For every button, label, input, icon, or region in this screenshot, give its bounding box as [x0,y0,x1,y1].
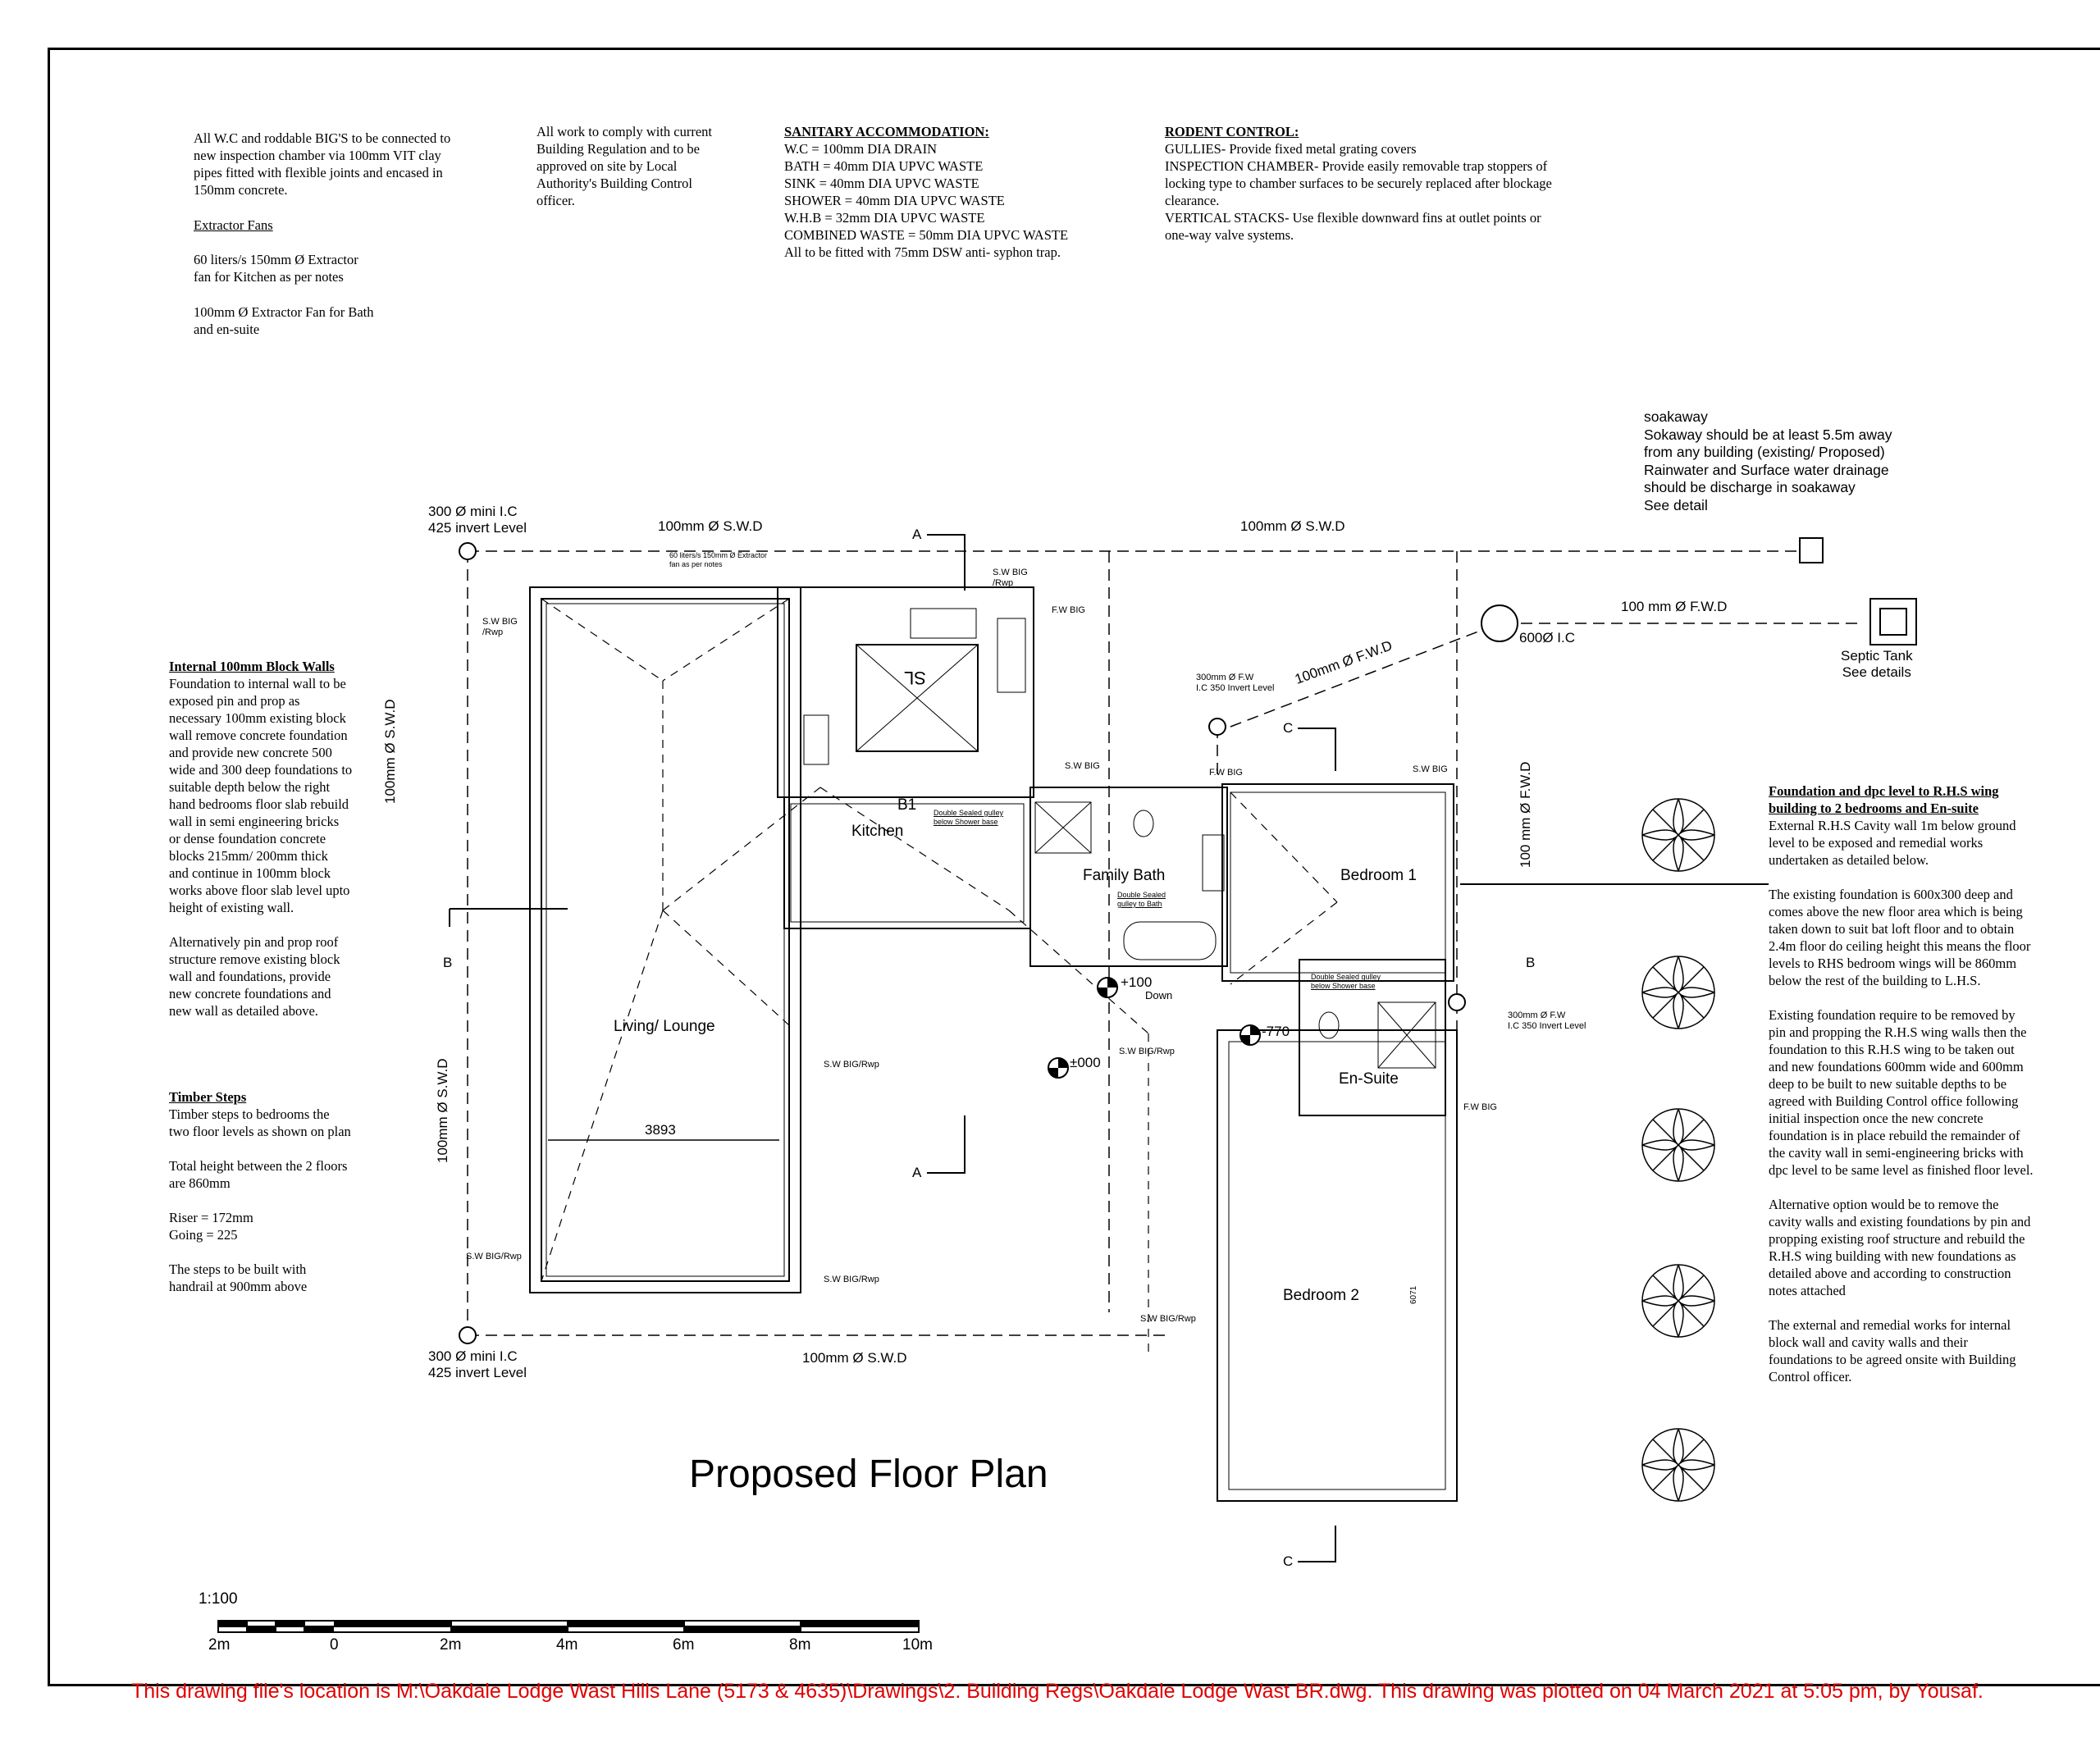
label-swd-left-lower: 100mm Ø S.W.D [435,1058,450,1163]
room-living: Living/ Lounge [614,1018,715,1035]
label-swd-left-upper: 100mm Ø S.W.D [382,699,398,804]
label-sw-big-rwp-3: S.W BIG/Rwp [824,1060,879,1070]
sanitary-heading: SANITARY ACCOMMODATION: [784,124,989,139]
tree-icon [1642,1429,1714,1501]
label-ic-bottom: 300 Ø mini I.C 425 invert Level [428,1348,527,1380]
label-fwd-diag: 100mm Ø F.W.D [1293,637,1395,687]
trees [1642,799,1714,1501]
scale-ratio: 1:100 [199,1590,238,1608]
bath-basin [1203,835,1224,891]
label-gulley-shower: Double Sealed gulley below Shower base [934,809,1004,826]
label-ic600: 600Ø I.C [1519,630,1576,645]
tree-icon [1642,956,1714,1029]
note-extractor-bath: 100mm Ø Extractor Fan for Bath and en-suite [194,304,374,337]
dim-3893: 3893 [645,1122,676,1138]
sink-unit [998,618,1025,692]
tree-icon [1642,1265,1714,1337]
room-kitchen: Kitchen [851,823,904,840]
label-fw-ic-right: 300mm Ø F.W I.C 350 Invert Level [1508,1010,1586,1031]
section-b-left: B [443,955,453,970]
label-gulley-bath: Double Sealed gulley to Bath [1117,891,1166,908]
section-c-top: C [1283,720,1294,736]
level-down: Down [1145,989,1173,1001]
fw-ic-right [1449,994,1465,1010]
label-swd-top-right: 100mm Ø S.W.D [1240,518,1345,534]
soakaway-marker [1800,538,1823,563]
bath-tub [1124,922,1216,960]
label-sw-big-rwp-6: S.W BIG/Rwp [1119,1047,1175,1056]
mini-ic-bottom [459,1327,476,1343]
scale-tick: 0 [330,1636,339,1654]
label-ic-top: 300 Ø mini I.C 425 invert Level [428,504,527,536]
kitchen-walls [778,587,1034,928]
room-family-bath: Family Bath [1083,867,1166,884]
scale-tick: 8m [789,1636,811,1654]
label-sw-big-rwp-1: S.W BIG /Rwp [482,617,518,637]
label-septic: Septic Tank See details [1841,648,1913,680]
drawing-title: Proposed Floor Plan [689,1453,1048,1496]
label-fw-ic-top: 300mm Ø F.W I.C 350 Invert Level [1196,673,1275,693]
shower-label: SL [904,668,926,688]
scale-bar-graphic [218,1621,919,1632]
label-sw-big-rwp-2: S.W BIG /Rwp [993,568,1028,588]
note-extractor-kitchen: 60 liters/s 150mm Ø Extractor fan for Kitchen as per notes [194,252,358,285]
label-fw-big-3: F.W BIG [1463,1102,1497,1112]
scale-tick: 4m [556,1636,578,1654]
room-b1: B1 [897,796,917,814]
label-swd-top-left: 100mm Ø S.W.D [658,518,763,534]
timber-body: Timber steps to bedrooms the two floor levels as shown on plan Total height between the 2 floors are 860mm Riser = 172mm Going = 225 The steps to be built with handrail at 900mm above [169,1106,351,1294]
scale-tick: 2m [440,1636,462,1654]
label-sw-big-rwp-7: S.W BIG/Rwp [1140,1314,1196,1324]
ic-600 [1481,605,1518,641]
section-a-top: A [912,527,922,542]
label-fwd-right-vert: 100 mm Ø F.W.D [1518,761,1533,868]
kitchen-sink [911,609,976,638]
sanitary-body: W.C = 100mm DIA DRAIN BATH = 40mm DIA UPVC WASTE SINK = 40mm DIA UPVC WASTE SHOWER = 40mm DIA UPVC WASTE W.H.B = 32mm DIA UPVC WASTE COMBINED WASTE = 50mm DIA UPVC WASTE All to be fitted with 75mm DSW anti- syphon trap. [784,141,1069,260]
note-wc-connection: All W.C and roddable BIG'S to be connected to new inspection chamber via 100mm VIT clay pipes fitted with flexible joints and encased in 150mm concrete. [194,130,451,198]
rodent-body: GULLIES- Provide fixed metal grating covers INSPECTION CHAMBER- Provide easily removable trap stoppers of locking type to chamber surfaces to be securely replaced after blockage clearance. VERTICAL STACKS- Use flexible downward fins at outlet points or one-way valve systems. [1165,141,1552,243]
label-fwd-septic: 100 mm Ø F.W.D [1621,599,1728,614]
label-swd-bottom: 100mm Ø S.W.D [802,1350,907,1366]
block-walls-body: Foundation to internal wall to be exposed pin and prop as necessary 100mm existing block wall remove concrete foundation and provide new concrete 500 wide and 300 deep foundations to suitable depth below the right hand bedrooms floor slab rebuild wall in semi engineering bricks or dense foundation concrete blocks 215mm/ 200mm thick and continue in 100mm block works above floor slab level upto height of existing wall. Alternatively pin and prop roof structure remove existing block wall and foundations, provide new concrete foundations and new wall as detailed above. [169,676,353,1019]
bedroom1-walls [1222,784,1454,981]
extractor-heading: Extractor Fans [194,217,273,233]
section-b-right: B [1526,955,1536,970]
rodent-heading: RODENT CONTROL: [1165,124,1299,139]
bath-wc [1134,810,1153,837]
fw-ic-top [1209,718,1226,735]
label-sw-big-1: S.W BIG [1065,761,1100,771]
room-ensuite: En-Suite [1339,1070,1399,1088]
room-bedroom1: Bedroom 1 [1340,867,1417,884]
label-gulley-ensuite: Double Sealed gulley below Shower base [1311,973,1381,990]
plot-footer: This drawing file's location is M:\Oakdale Lodge Wast Hills Lane (5173 & 4635)\Drawings\2. Building Regs\Oakdale Lodge Wast BR.dwg. This drawing was plotted on 04 March 2021 at 5:05 pm, by Yousaf. [131,1680,1984,1703]
living-walls [530,587,801,1293]
hob [804,715,829,764]
timber-heading: Timber Steps [169,1089,247,1105]
scale-tick: 2m [208,1636,231,1654]
tree-icon [1642,799,1714,871]
tree-icon [1642,1109,1714,1181]
label-sw-big-2: S.W BIG [1413,764,1448,774]
dim-6071: 6071 [1409,1285,1418,1304]
section-c-bottom: C [1283,1553,1294,1569]
scale-tick: 10m [902,1636,933,1654]
level-100: +100 [1121,974,1153,990]
mini-ic-top [459,543,476,559]
label-sw-big-rwp-4: S.W BIG/Rwp [824,1275,879,1284]
foundation-body: External R.H.S Cavity wall 1m below ground level to be exposed and remedial works undertaken as detailed below. The existing foundation is 600x300 deep and comes above the new floor area which is being taken down to suit bat loft floor and to obtain 2.4m floor do ceiling height this means the floor levels to RHS bedroom wings will be 860mm below the rest of the building to L.H.S. Existing foundation require to be removed by pin and propping the R.H.S wing walls then the foundation to this R.H.S wing to be taken out and new foundations 600mm wide and 600mm deep to be built to new suitable depths to be agreed with Building Control office following initial inspection once the new concrete foundation is in place rebuild the remainder of the cavity wall in semi-engineering bricks with dpc level to be same level as finished floor level. Alternative option would be to remove the cavity walls and existing foundations by pin and propping existing roof structure and rebuild the R.H.S wing building with new foundations as detailed above and according to construction notes attached The external and remedial works for internal block wall and cavity walls and their foundations to be agreed onsite with Building Control officer. [1769,818,2034,1384]
note-soakaway: soakaway Sokaway should be at least 5.5m away from any building (existing/ Proposed) Rainwater and Surface water drainage should be discharge in soakaway See detail [1644,408,1892,513]
section-a-bottom: A [912,1165,922,1180]
level-770: -770 [1262,1024,1290,1039]
note-building-regs: All work to comply with current Building Regulation and to be approved on site by Local Authority's Building Control officer. [536,124,713,208]
label-sw-big-rwp-5: S.W BIG/Rwp [466,1252,522,1261]
label-fw-big-2: F.W BIG [1209,768,1243,778]
foundation-heading: Foundation and dpc level to R.H.S wing building to 2 bedrooms and En-suite [1769,783,1999,816]
bedroom2-walls [1217,1030,1457,1501]
level-000: ±000 [1070,1055,1101,1070]
block-walls-heading: Internal 100mm Block Walls [169,659,335,674]
room-bedroom2: Bedroom 2 [1283,1287,1359,1304]
label-fw-big-1: F.W BIG [1052,605,1085,615]
label-extractor: 60 liters/s 150mm Ø Extractor fan as per notes [669,551,768,568]
scale-tick: 6m [673,1636,695,1654]
